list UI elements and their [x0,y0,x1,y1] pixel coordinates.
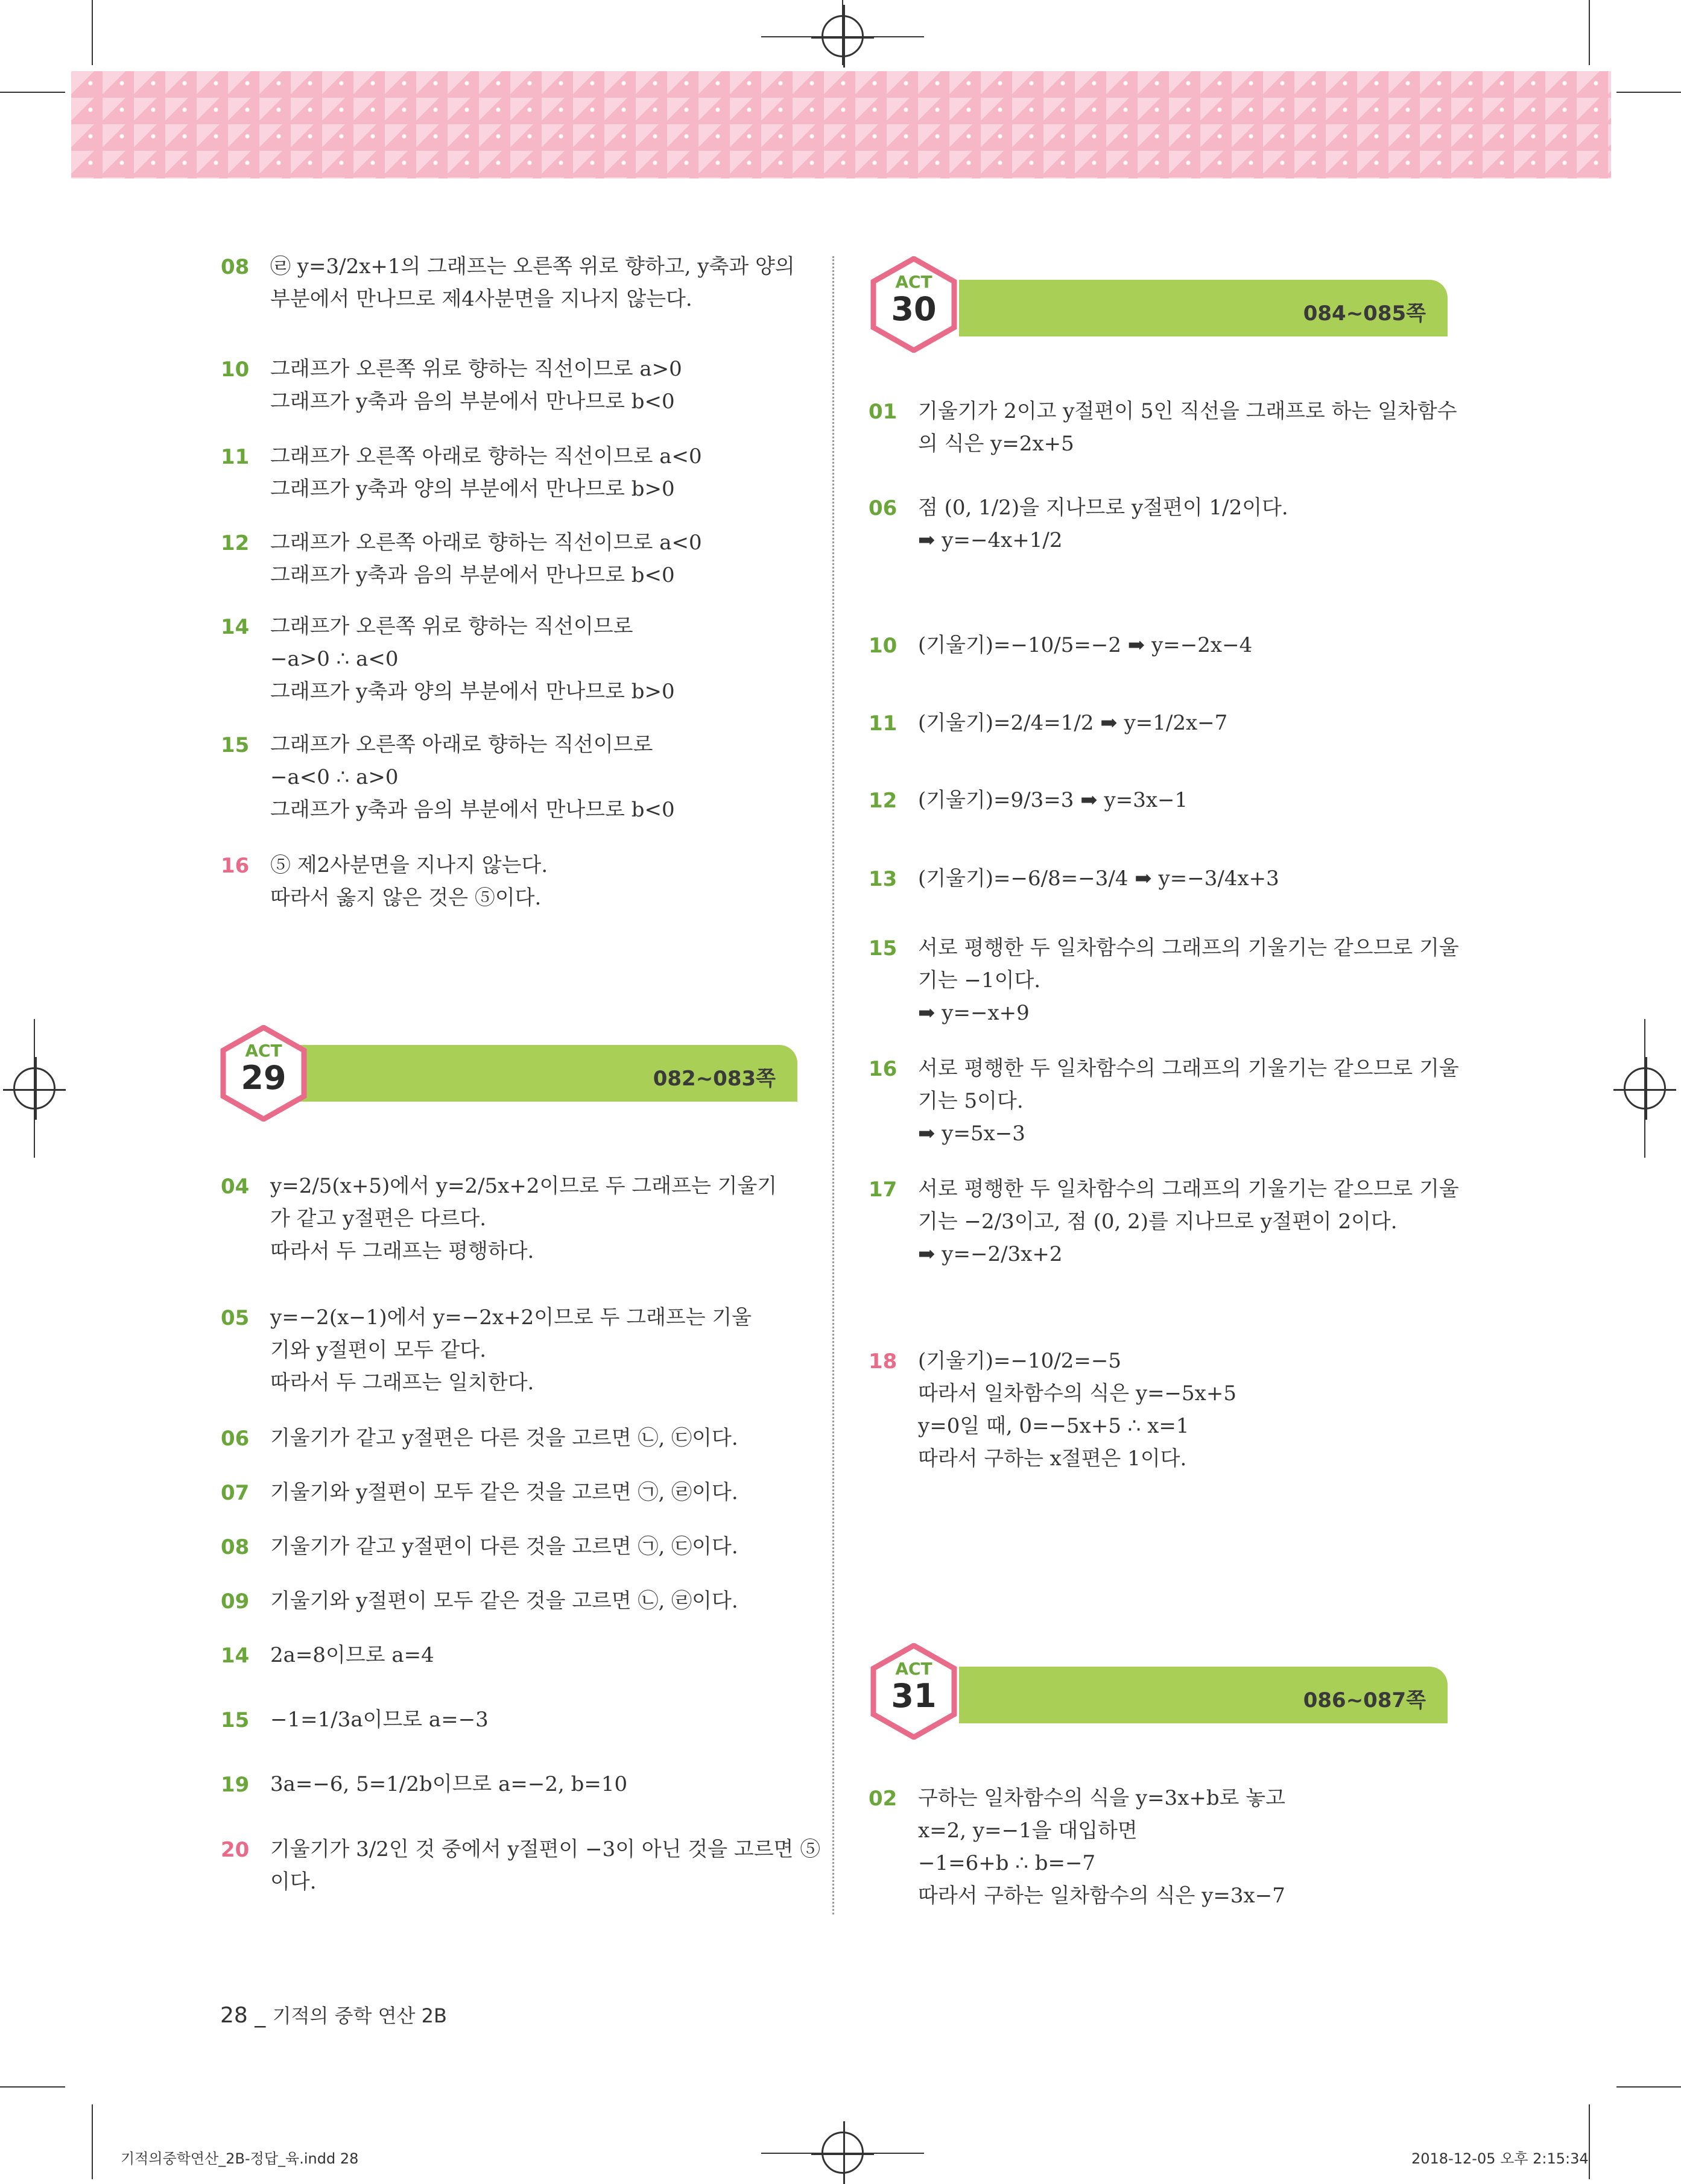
answer-line: 그래프가 오른쪽 아래로 향하는 직선이므로 [270,733,653,757]
answer-line: 그래프가 y축과 양의 부분에서 만나므로 b>0 [270,680,675,704]
answer-number: 12 [221,531,250,555]
answer-number: 07 [221,1481,250,1505]
act-30-bar [959,280,1448,336]
answer-line: 그래프가 오른쪽 아래로 향하는 직선이므로 a<0 [270,531,702,555]
answer-number: 17 [869,1178,897,1202]
crop-mark [92,0,93,65]
crop-mark [1644,1019,1645,1158]
answer-number: 01 [869,400,897,424]
answer-line: (기울기)=9/3=3 ➡ y=3x−1 [918,788,1188,812]
answer-line: 그래프가 오른쪽 위로 향하는 직선이므로 a>0 [270,357,682,381]
answer-line: 기울기가 3/2인 것 중에서 y절편이 −3이 아닌 것을 고르면 ⑤ [270,1837,821,1861]
act-29-pages: 082~083쪽 [653,1067,776,1091]
answer-number: 04 [221,1175,250,1199]
answer-line: 그래프가 y축과 양의 부분에서 만나므로 b>0 [270,477,675,501]
answer-number: 14 [221,1644,250,1668]
footer-separator: _ [255,2003,266,2028]
answer-line: ➡ y=−2/3x+2 [918,1242,1063,1266]
column-divider [832,256,834,1914]
act-30-pages: 084~085쪽 [1303,301,1426,326]
answer-line: ⑤ 제2사분면을 지나지 않는다. [270,853,548,877]
crop-mark [1589,2104,1590,2179]
answer-line: ㉣ y=3/2x+1의 그래프는 오른쪽 위로 향하고, y축과 양의 [270,254,795,279]
answer-line: 3a=−6, 5=1/2b이므로 a=−2, b=10 [270,1772,628,1796]
act-31-pages: 086~087쪽 [1303,1688,1426,1712]
act-29-bar [259,1045,797,1102]
crop-mark [92,2104,93,2179]
crop-mark [0,92,65,93]
answer-line: (기울기)=2/4=1/2 ➡ y=1/2x−7 [918,711,1228,735]
answer-line: 기울기가 같고 y절편은 다른 것을 고르면 ㉡, ㉢이다. [270,1426,738,1450]
answer-number: 10 [869,634,897,658]
answer-number: 16 [221,854,250,878]
answer-line: ➡ y=−4x+1/2 [918,528,1063,552]
crop-mark [0,2086,65,2088]
answer-number: 19 [221,1773,250,1797]
answer-number: 14 [221,615,250,639]
slug-date: 2018-12-05 오후 2:15:34 [1411,2150,1589,2167]
answer-number: 06 [869,496,897,520]
crop-mark [842,0,843,65]
answer-line: 기는 −2/3이고, 점 (0, 2)를 지나므로 y절편이 2이다. [918,1210,1398,1234]
answer-line: ➡ y=−x+9 [918,1001,1030,1025]
answer-number: 08 [221,255,250,279]
answer-line: 따라서 두 그래프는 평행하다. [270,1239,534,1263]
answer-line: 따라서 일차함수의 식은 y=−5x+5 [918,1381,1236,1406]
answer-line: 서로 평행한 두 일차함수의 그래프의 기울기는 같으므로 기울 [918,1056,1459,1081]
answer-number: 15 [221,1708,250,1732]
answer-line: (기울기)=−10/5=−2 ➡ y=−2x−4 [918,633,1253,657]
answer-line: 따라서 두 그래프는 일치한다. [270,1371,534,1395]
act-29-badge: ACT 29 [218,1025,309,1116]
answer-line: 그래프가 오른쪽 아래로 향하는 직선이므로 a<0 [270,444,702,469]
answer-line: 기울기와 y절편이 모두 같은 것을 고르면 ㉠, ㉣이다. [270,1480,738,1504]
answer-number: 09 [221,1589,250,1614]
act-31-badge: ACT 31 [869,1643,959,1734]
answer-line: y=2/5(x+5)에서 y=2/5x+2이므로 두 그래프는 기울기 [270,1174,777,1198]
answer-number: 10 [221,358,250,382]
answer-line: 그래프가 y축과 음의 부분에서 만나므로 b<0 [270,563,675,587]
answer-line: 가 같고 y절편은 다르다. [270,1207,487,1231]
answer-line: 이다. [270,1870,317,1894]
answer-number: 11 [869,712,897,736]
answer-line: (기울기)=−10/2=−5 [918,1349,1121,1373]
header-band [71,71,1611,178]
answer-line: 구하는 일차함수의 식을 y=3x+b로 놓고 [918,1786,1285,1810]
answer-line: 점 (0, 1/2)을 지나므로 y절편이 1/2이다. [918,496,1288,520]
answer-number: 18 [869,1349,897,1374]
answer-line: 그래프가 오른쪽 위로 향하는 직선이므로 [270,614,633,639]
answer-number: 20 [221,1838,250,1862]
answer-number: 08 [221,1535,250,1559]
answer-line: 서로 평행한 두 일차함수의 그래프의 기울기는 같으므로 기울 [918,936,1459,960]
answer-line: 따라서 구하는 x절편은 1이다. [918,1447,1187,1471]
answer-number: 15 [221,733,250,757]
answer-line: 기와 y절편이 모두 같다. [270,1338,487,1362]
answer-line: 기는 5이다. [918,1089,1024,1113]
answer-number: 15 [869,936,897,961]
answer-number: 02 [869,1787,897,1811]
answer-line: y=−2(x−1)에서 y=−2x+2이므로 두 그래프는 기울 [270,1305,752,1330]
answer-number: 11 [221,445,250,469]
answer-line: 기울기가 2이고 y절편이 5인 직선을 그래프로 하는 일차함수 [918,399,1457,423]
answer-number: 06 [221,1427,250,1451]
answer-number: 05 [221,1306,250,1330]
crop-mark [1589,0,1590,65]
answer-line: −1=6+b ∴ b=−7 [918,1851,1096,1875]
crop-mark [761,2153,924,2154]
answer-line: (기울기)=−6/8=−3/4 ➡ y=−3/4x+3 [918,866,1279,891]
act-31-bar [959,1667,1448,1723]
slug-filename: 기적의중학연산_2B-정답_육.indd 28 [121,2150,359,2167]
answer-line: ➡ y=5x−3 [918,1122,1025,1146]
answer-line: 2a=8이므로 a=4 [270,1643,434,1667]
answer-line: 기울기가 같고 y절편이 다른 것을 고르면 ㉠, ㉢이다. [270,1535,738,1559]
answer-line: 따라서 구하는 일차함수의 식은 y=3x−7 [918,1884,1285,1908]
answer-line: 그래프가 y축과 음의 부분에서 만나므로 b<0 [270,798,675,822]
answer-line: −1=1/3a이므로 a=−3 [270,1708,489,1732]
crop-mark [1616,2086,1681,2088]
crop-mark [34,1019,35,1158]
answer-number: 12 [869,789,897,813]
answer-line: 의 식은 y=2x+5 [918,432,1074,456]
answer-line: 따라서 옳지 않은 것은 ⑤이다. [270,886,542,910]
answer-number: 13 [869,867,897,891]
answer-line: −a<0 ∴ a>0 [270,765,399,789]
answer-line: 부분에서 만나므로 제4사분면을 지나지 않는다. [270,287,692,311]
book-title: 기적의 중학 연산 2B [272,2004,447,2027]
page-footer [220,2001,447,2028]
page-number: 28 [220,2003,248,2028]
act-30-badge: ACT 30 [869,256,959,347]
answer-line: x=2, y=−1을 대입하면 [918,1819,1138,1843]
answer-line: 그래프가 y축과 음의 부분에서 만나므로 b<0 [270,390,675,414]
crop-mark [1616,92,1681,93]
answer-line: 서로 평행한 두 일차함수의 그래프의 기울기는 같으므로 기울 [918,1177,1459,1201]
answer-line: 기울기와 y절편이 모두 같은 것을 고르면 ㉡, ㉣이다. [270,1589,738,1613]
answer-line: 기는 −1이다. [918,968,1041,993]
answer-number: 16 [869,1057,897,1081]
answer-line: −a>0 ∴ a<0 [270,647,399,671]
answer-line: y=0일 때, 0=−5x+5 ∴ x=1 [918,1414,1189,1438]
